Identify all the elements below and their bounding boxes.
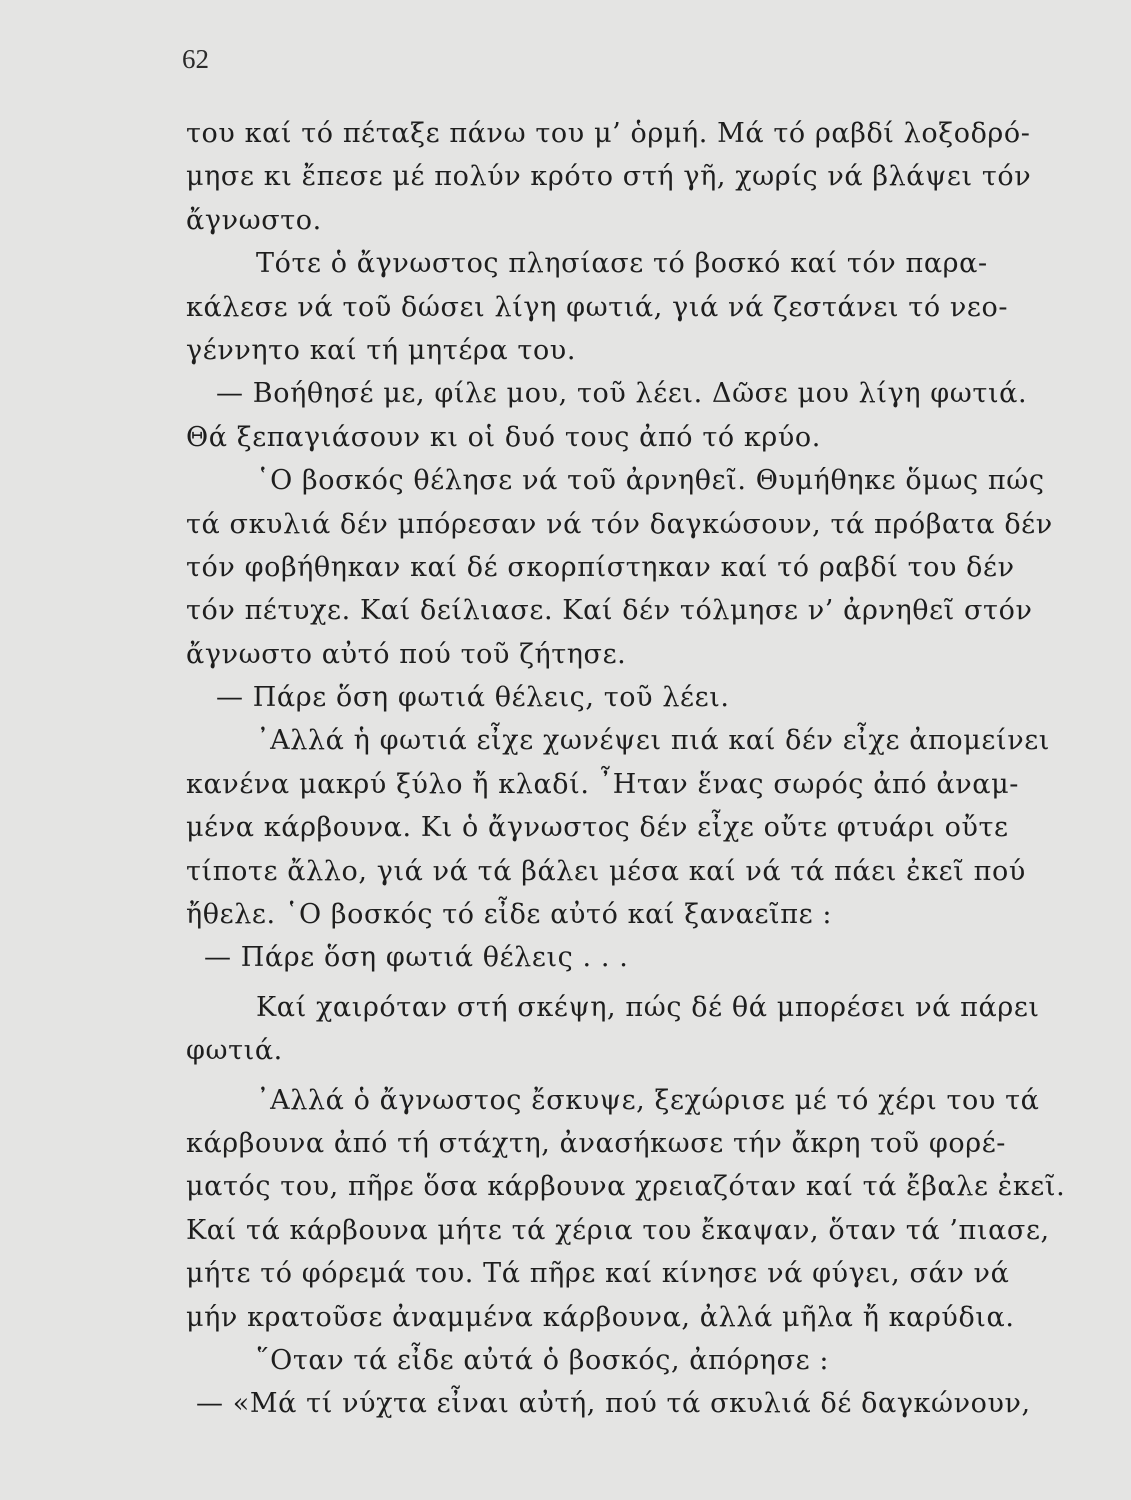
text-line: τόν πέτυχε. Καί δείλιασε. Καί δέν τόλμησε ν’ ἀρνηθεῖ στόν (186, 595, 1033, 627)
text-line: φωτιά. (186, 1035, 283, 1067)
text-line: τόν φοβήθηκαν καί δέ σκορπίστηκαν καί τό ραβδί του δέν (186, 551, 1015, 583)
text-line: ᾿Αλλά ἡ φωτιά εἶχε χωνέψει πιά καί δέν εἶχε ἀπομείνει (256, 725, 1050, 757)
text-line: — Πάρε ὅση φωτιά θέλεις, τοῦ λέει. (216, 682, 730, 714)
text-line: ματός του, πῆρε ὅσα κάρβουνα χρειαζόταν καί τά ἔβαλε ἐκεῖ. (186, 1171, 1066, 1203)
text-line: — Πάρε ὅση φωτιά θέλεις . . . (204, 942, 629, 974)
text-line: Θά ξεπαγιάσουν κι οἱ δυό τους ἀπό τό κρύο. (186, 421, 821, 453)
text-line: Καί τά κάρβουνα μήτε τά χέρια του ἔκαψαν, ὅταν τά ’πιασε, (186, 1214, 1050, 1246)
text-line: γέννητο καί τή μητέρα του. (186, 334, 577, 366)
page-text (186, 112, 1066, 1426)
text-line: κάρβουνα ἀπό τή στάχτη, ἀνασήκωσε τήν ἄκρη τοῦ φορέ- (186, 1127, 1007, 1159)
text-line: κανένα μακρύ ξύλο ἤ κλαδί. ῏Ηταν ἕνας σωρός ἀπό ἀναμ- (186, 768, 1019, 800)
text-line: Καί χαιρόταν στή σκέψη, πώς δέ θά μπορέσει νά πάρει (256, 991, 1040, 1023)
text-line: τίποτε ἄλλο, γιά νά τά βάλει μέσα καί νά τά πάει ἐκεῖ πού (186, 855, 1026, 887)
page-number: 62 (182, 44, 209, 74)
text-line: μήτε τό φόρεμά του. Τά πῆρε καί κίνησε νά φύγει, σάν νά (186, 1258, 1010, 1290)
text-line: ἄγνωστο. (186, 204, 322, 236)
text-line: του καί τό πέταξε πάνω του μ’ ὁρμή. Μά τό ραβδί λοξοδρό- (186, 118, 1031, 149)
text-line: τά σκυλιά δέν μπόρεσαν νά τόν δαγκώσουν, τά πρόβατα δέν (186, 508, 1053, 540)
text-line: ἤθελε. ῾Ο βοσκός τό εἶδε αὐτό καί ξαναεῖπε : (186, 899, 833, 931)
text-line: μένα κάρβουνα. Κι ὁ ἄγνωστος δέν εἶχε οὔτε φτυάρι οὔτε (186, 812, 1009, 844)
text-line: Τότε ὁ ἄγνωστος πλησίασε τό βοσκό καί τόν παρα- (256, 248, 988, 280)
text-line: μησε κι ἔπεσε μέ πολύν κρότο στή γῆ, χωρίς νά βλάψει τόν (186, 161, 1032, 193)
text-line: ἄγνωστο αὐτό πού τοῦ ζήτησε. (186, 638, 627, 670)
text-line: ᾿Αλλά ὁ ἄγνωστος ἔσκυψε, ξεχώρισε μέ τό χέρι του τά (256, 1084, 1040, 1116)
text-line: — Βοήθησέ με, φίλε μου, τοῦ λέει. Δῶσε μου λίγη φωτιά. (216, 378, 1028, 410)
text-line: ῞Οταν τά εἶδε αὐτά ὁ βοσκός, ἀπόρησε : (256, 1344, 830, 1376)
text-line: κάλεσε νά τοῦ δώσει λίγη φωτιά, γιά νά ζεστάνει τό νεο- (186, 291, 1009, 323)
text-line: — «Μά τί νύχτα εἶναι αὐτή, πού τά σκυλιά δέ δαγκώνουν, (196, 1388, 1031, 1420)
text-line: μήν κρατοῦσε ἀναμμένα κάρβουνα, ἀλλά μῆλα ἤ καρύδια. (186, 1301, 1015, 1333)
text-line: ῾Ο βοσκός θέλησε νά τοῦ ἀρνηθεῖ. Θυμήθηκε ὅμως πώς (256, 465, 1045, 497)
